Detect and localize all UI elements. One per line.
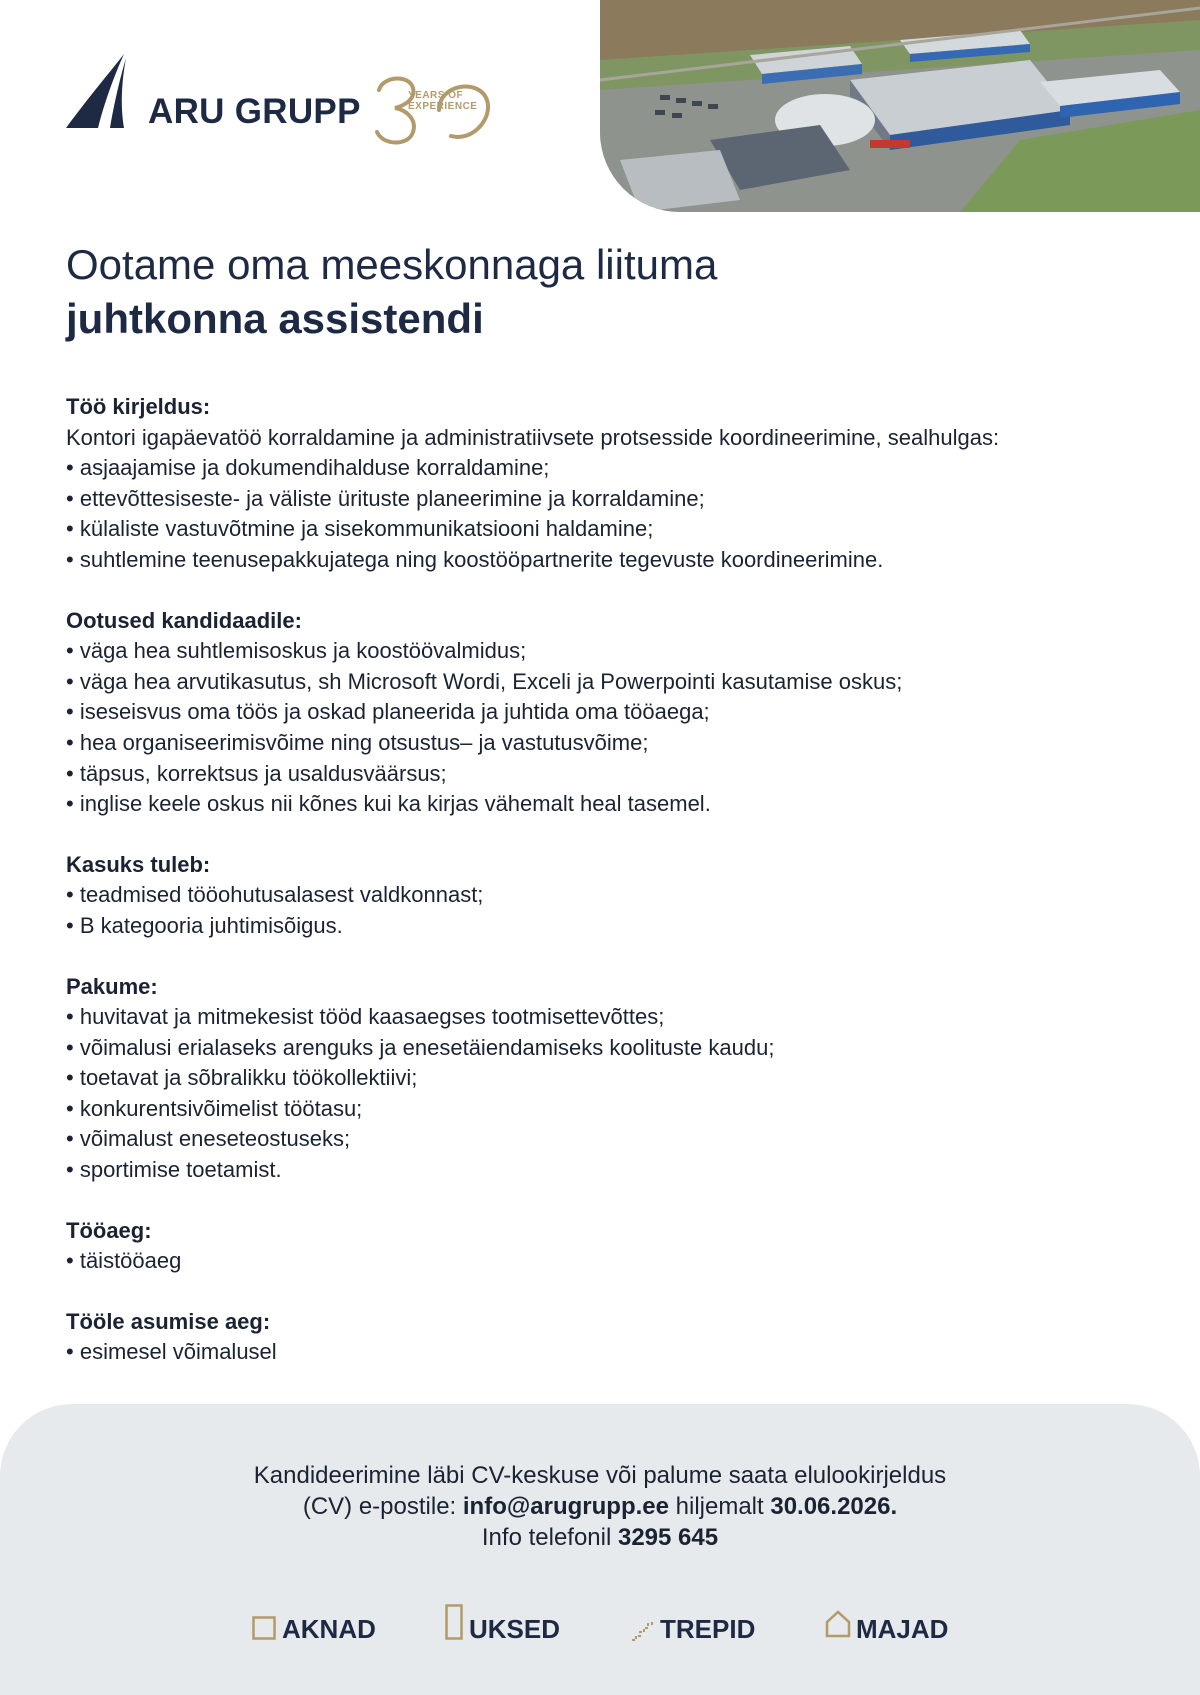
product-label: MAJAD xyxy=(856,1614,949,1644)
list-item: • võimalusi erialaseks arenguks ja enesetäiendamiseks koolituste kaudu; xyxy=(66,1033,1146,1064)
list-item: • hea organiseerimisvõime ning otsustus– ja vastutusvõime; xyxy=(66,728,1146,759)
list-item: • inglise keele oskus nii kõnes kui ka kirjas vähemalt heal tasemel. xyxy=(66,789,1146,820)
footer-panel xyxy=(0,1404,1200,1695)
headline-intro: Ootame oma meeskonnaga liituma xyxy=(66,241,718,288)
list-item: • konkurentsivõimelist töötasu; xyxy=(66,1094,1146,1125)
list-item: • teadmised tööohutusalasest valdkonnast; xyxy=(66,880,1146,911)
list-item: • B kategooria juhtimisõigus. xyxy=(66,911,1146,942)
deadline-date: 30.06.2026. xyxy=(770,1493,898,1520)
factory-aerial-image xyxy=(600,0,1200,212)
phone-line xyxy=(0,1522,1200,1553)
bullet-list xyxy=(66,453,1146,575)
list-item: • esimesel võimalusel xyxy=(66,1337,1146,1368)
application-line2 xyxy=(0,1491,1200,1522)
list-item: • väga hea suhtlemisoskus ja koostöövalmidus; xyxy=(66,636,1146,667)
product-label: AKNAD xyxy=(282,1614,376,1644)
sail-logo-icon xyxy=(66,54,138,128)
product-doors xyxy=(445,1604,575,1654)
list-item: • sportimise toetamist. xyxy=(66,1155,1146,1186)
bullet-list xyxy=(66,1002,1146,1186)
application-line1: Kandideerimine läbi CV-keskuse või palume saata elulookirjeldus xyxy=(253,1462,947,1489)
job-description xyxy=(66,392,1146,1398)
list-item: • täistööaeg xyxy=(66,1246,1146,1277)
section-start-date xyxy=(66,1307,1146,1368)
section-title: Tööle asumise aeg: xyxy=(66,1308,271,1334)
section-title: Töö kirjeldus: xyxy=(66,394,211,419)
section-title: Kasuks tuleb: xyxy=(66,851,211,877)
stairs-icon xyxy=(630,1618,654,1642)
deadline-prefix: hiljemalt xyxy=(668,1493,771,1520)
phone-number[interactable]: 3295 645 xyxy=(617,1524,719,1551)
product-windows xyxy=(252,1604,382,1654)
list-item: • ettevõttesiseste- ja väliste ürituste planeerimine ja korraldamine; xyxy=(66,484,1146,515)
bullet-list xyxy=(66,1337,1146,1368)
section-working-time xyxy=(66,1216,1146,1277)
list-item: • asjaajamise ja dokumendihalduse korraldamine; xyxy=(66,453,1146,484)
product-houses xyxy=(825,1604,965,1654)
section-expectations xyxy=(66,606,1146,820)
factory-aerial-photo xyxy=(600,0,1200,212)
list-item: • huvitavat ja mitmekesist tööd kaasaegses tootmisettevõttes; xyxy=(66,1002,1146,1033)
section-intro: Kontori igapäevatöö korraldamine ja administratiivsete protsesside koordineerimine, sealhulgas: xyxy=(66,424,1000,450)
section-we-offer xyxy=(66,972,1146,1186)
window-icon xyxy=(252,1616,276,1640)
list-item: • suhtlemine teenusepakkujatega ning koostööpartnerite tegevuste koordineerimine. xyxy=(66,545,1146,576)
section-advantages xyxy=(66,850,1146,942)
section-title: Ootused kandidaadile: xyxy=(66,607,302,633)
section-job-description xyxy=(66,392,1146,576)
anniversary-caption xyxy=(408,90,477,112)
house-icon xyxy=(825,1610,851,1638)
job-title: juhtkonna assistendi xyxy=(66,295,484,342)
bullet-list xyxy=(66,1246,1146,1277)
door-icon xyxy=(445,1604,463,1640)
list-item: • toetavat ja sõbralikku töökollektiivi; xyxy=(66,1063,1146,1094)
job-headline xyxy=(66,238,966,346)
list-item: • täpsus, korrektsus ja usaldusväärsus; xyxy=(66,759,1146,790)
bullet-list xyxy=(66,880,1146,941)
phone-prefix: Info telefonil xyxy=(481,1524,618,1551)
aru-grupp-logo xyxy=(66,54,506,154)
bullet-list xyxy=(66,636,1146,820)
list-item: • iseseisvus oma töös ja oskad planeerida ja juhtida oma tööaega; xyxy=(66,697,1146,728)
product-stairs xyxy=(630,1604,770,1654)
brand-name: ARU GRUPP xyxy=(148,92,361,131)
product-categories xyxy=(250,1604,970,1654)
email-link[interactable]: info@arugrupp.ee xyxy=(462,1493,669,1520)
product-label: UKSED xyxy=(469,1614,561,1644)
list-item: • külaliste vastuvõtmine ja sisekommunikatsiooni haldamine; xyxy=(66,514,1146,545)
list-item: • väga hea arvutikasutus, sh Microsoft Wordi, Exceli ja Powerpointi kasutamise oskus; xyxy=(66,667,1146,698)
section-title: Pakume: xyxy=(66,973,158,999)
product-label: TREPID xyxy=(660,1614,756,1644)
application-info xyxy=(0,1460,1200,1553)
anniversary-line1: YEARS OF xyxy=(408,90,464,101)
section-title: Tööaeg: xyxy=(66,1217,152,1243)
anniversary-line2: EXPERIENCE xyxy=(408,101,478,112)
email-prefix: (CV) e-postile: xyxy=(302,1493,463,1520)
list-item: • võimalust eneseteostuseks; xyxy=(66,1124,1146,1155)
